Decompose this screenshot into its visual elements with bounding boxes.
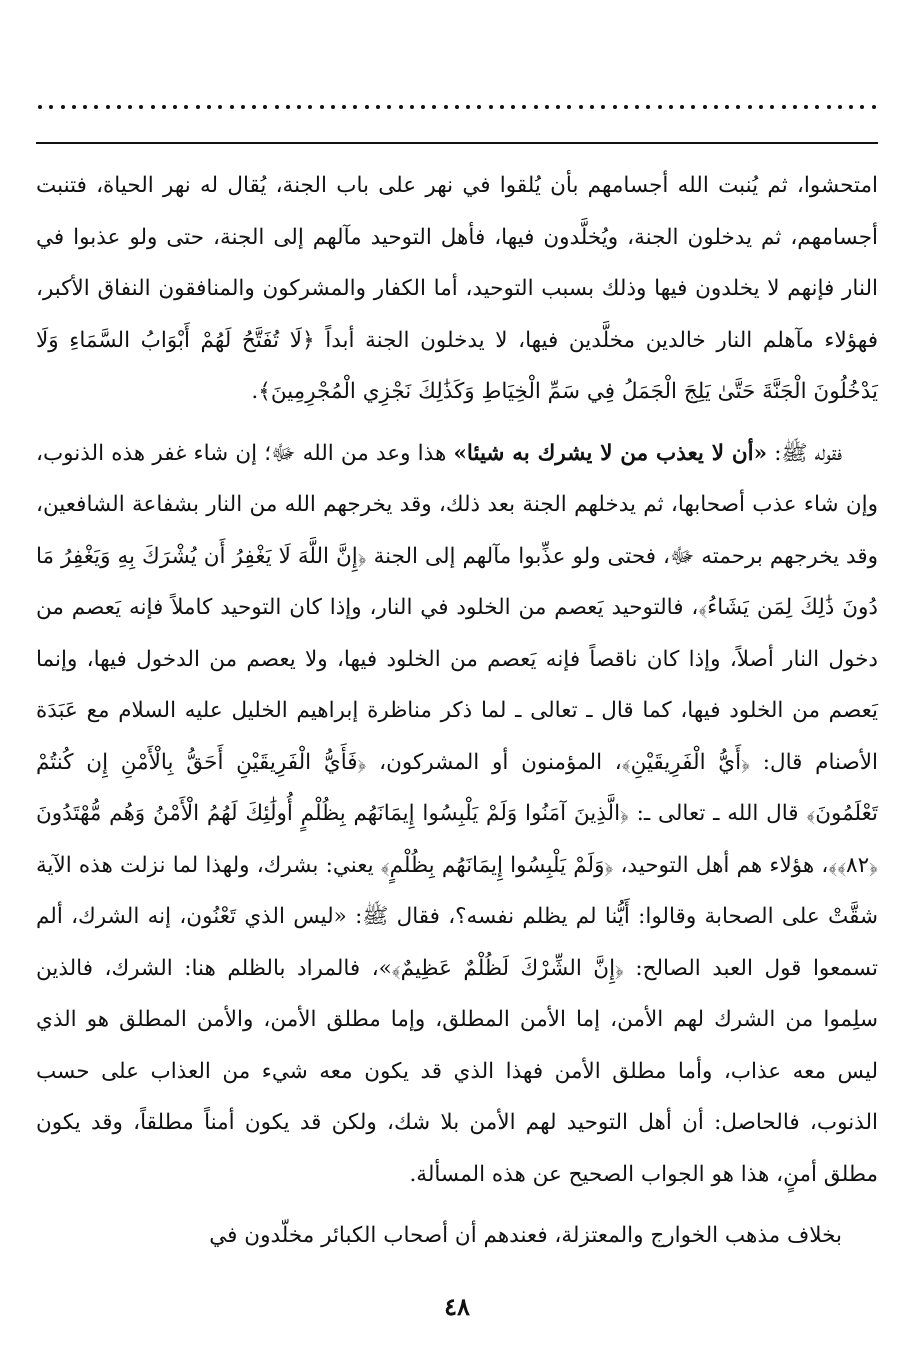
separator-dot	[196, 105, 200, 109]
separator-dot	[376, 105, 380, 109]
separator-dot	[500, 105, 504, 109]
paragraph-1: امتحشوا، ثم يُنبت الله أجسامهم بأن يُلقوا في نهر على باب الجنة، يُقال له نهر الحياة، فتنبت أجسامهم، ثم يدخلون الجنة، ويُخلَّدون فيها، فأهل التوحيد مآلهم إلى الجنة، حتى ولو عذبوا في النار فإنهم لا يخلدون فيها وذلك بسبب التوحيد، أما الكفار والمشركون والمنافقون النفاق الأكبر، فهؤلاء مآهلم النار خالدين مخلَّدين فيها، لا يدخلون الجنة أبداً ﴿لَا تُفَتَّحُ لَهُمْ أَبْوَابُ السَّمَاءِ وَلَا يَدْخُلُونَ الْجَنَّةَ حَتَّىٰ يَلِجَ الْجَمَلُ فِي سَمِّ الْخِيَاطِ وَكَذَٰلِكَ نَجْزِي الْمُجْرِمِينَ﴾.	[36, 173, 878, 404]
separator-dot	[658, 105, 662, 109]
separator-dot	[275, 105, 279, 109]
separator-dot	[646, 105, 650, 109]
separator-dot	[725, 105, 729, 109]
separator-dot	[353, 105, 357, 109]
separator-dot	[477, 105, 481, 109]
separator-dot	[218, 105, 222, 109]
separator-dot	[387, 105, 391, 109]
separator-dot	[545, 105, 549, 109]
separator-dot	[128, 105, 132, 109]
separator-dot	[410, 105, 414, 109]
separator-dot	[399, 105, 403, 109]
separator-dot	[252, 105, 256, 109]
separator-dot	[534, 105, 538, 109]
paragraph-3: بخلاف مذهب الخوارج والمعتزلة، فعندهم أن أصحاب الكبائر مخلّدون في	[209, 1223, 842, 1248]
separator-dot	[286, 105, 290, 109]
separator-dot	[624, 105, 628, 109]
separator-dot	[173, 105, 177, 109]
separator-dot	[320, 105, 324, 109]
separator-dot	[94, 105, 98, 109]
separator-dot	[714, 105, 718, 109]
dotted-separator	[38, 92, 876, 122]
separator-dot	[635, 105, 639, 109]
page-number: ٤٨	[444, 1292, 470, 1321]
separator-dot	[230, 105, 234, 109]
separator-dot	[782, 105, 786, 109]
separator-dot	[827, 105, 831, 109]
paragraph-2-intro: فقوله ﷺ:	[767, 440, 843, 466]
separator-dot	[61, 105, 65, 109]
separator-dot	[748, 105, 752, 109]
separator-dot	[669, 105, 673, 109]
separator-dot	[207, 105, 211, 109]
separator-dot	[297, 105, 301, 109]
separator-dot	[117, 105, 121, 109]
separator-dot	[49, 105, 53, 109]
separator-dot	[522, 105, 526, 109]
separator-dot	[860, 105, 864, 109]
separator-dot	[489, 105, 493, 109]
separator-dot	[151, 105, 155, 109]
separator-dot	[342, 105, 346, 109]
hadith-quote: «أن لا يعذب من لا يشرك به شيئا»	[453, 440, 768, 466]
separator-dot	[590, 105, 594, 109]
separator-dot	[613, 105, 617, 109]
separator-dot	[759, 105, 763, 109]
separator-dot	[455, 105, 459, 109]
separator-dot	[793, 105, 797, 109]
separator-dot	[139, 105, 143, 109]
separator-dot	[567, 105, 571, 109]
separator-dot	[38, 105, 42, 109]
separator-dot	[872, 105, 876, 109]
page-body	[36, 160, 878, 1262]
separator-dot	[184, 105, 188, 109]
separator-dot	[331, 105, 335, 109]
separator-dot	[849, 105, 853, 109]
separator-dot	[601, 105, 605, 109]
separator-dot	[263, 105, 267, 109]
separator-dot	[308, 105, 312, 109]
separator-dot	[241, 105, 245, 109]
separator-dot	[736, 105, 740, 109]
separator-dot	[432, 105, 436, 109]
separator-dot	[804, 105, 808, 109]
separator-dot	[838, 105, 842, 109]
separator-dot	[703, 105, 707, 109]
separator-dot	[72, 105, 76, 109]
separator-dot	[691, 105, 695, 109]
separator-dot	[106, 105, 110, 109]
separator-dot	[444, 105, 448, 109]
separator-dot	[365, 105, 369, 109]
separator-dot	[83, 105, 87, 109]
separator-dot	[421, 105, 425, 109]
separator-dot	[815, 105, 819, 109]
separator-dot	[466, 105, 470, 109]
paragraph-2	[36, 428, 878, 1201]
separator-dot	[162, 105, 166, 109]
horizontal-rule	[36, 142, 878, 144]
separator-dot	[770, 105, 774, 109]
separator-dot	[556, 105, 560, 109]
separator-dot	[511, 105, 515, 109]
paragraph-2-body: هذا وعد من الله ﷻ؛ إن شاء غفر هذه الذنوب، وإن شاء عذب أصحابها، ثم يدخلهم الجنة بعد ذلك، وقد يخرجهم الله من النار بشفاعة الشافعين، وقد يخرجهم برحمته ﷻ، فحتى ولو عذِّبوا مآلهم إلى الجنة ﴿إِنَّ اللَّهَ لَا يَغْفِرُ أَن يُشْرَكَ بِهِ وَيَغْفِرُ مَا دُونَ ذَٰلِكَ لِمَن يَشَاءُ﴾، فالتوحيد يَعصم من الخلود في النار، وإذا كان التوحيد كاملاً فإنه يَعصم من دخول النار أصلاً، وإذا كان ناقصاً فإنه يَعصم من الخلود فيها، ولا يعصم من الدخول فيها، وإنما يَعصم من الخلود فيها، كما قال ـ تعالى ـ لما ذكر مناظرة إبراهيم الخليل عليه السلام مع عَبَدَة الأصنام قال: ﴿أَيُّ الْفَرِيقَيْنِ﴾، المؤمنون أو المشركون، ﴿فَأَيُّ الْفَرِيقَيْنِ أَحَقُّ بِالْأَمْنِ إِن كُنتُمْ تَعْلَمُونَ﴾ قال الله ـ تعالى ـ: ﴿الَّذِينَ آمَنُوا وَلَمْ يَلْبِسُوا إِيمَانَهُم بِظُلْمٍ أُولَٰئِكَ لَهُمُ الْأَمْنُ وَهُم مُّهْتَدُونَ ﴿٨٢﴾﴾، هؤلاء هم أهل التوحيد، ﴿وَلَمْ يَلْبِسُوا إِيمَانَهُم بِظُلْمٍ﴾ يعني: بشرك، ولهذا لما نزلت هذه الآية شقَّتْ على الصحابة وقالوا: أَيُّنا لم يظلم نفسه؟، فقال ﷺ: «ليس الذي تَعْنُون، إنه الشرك، ألم تسمعوا قول العبد الصالح: ﴿إِنَّ الشِّرْكَ لَظُلْمٌ عَظِيمٌ﴾»، فالمراد بالظلم هنا: الشرك، فالذين سلِموا من الشرك لهم الأمن، إما الأمن المطلق، وإما مطلق الأمن، والأمن المطلق هو الذي ليس معه عذاب، وأما مطلق الأمن فهذا الذي قد يكون معه شيء من العذاب على حسب الذنوب، فالحاصل: أن أهل التوحيد لهم الأمن بلا شك، ولكن قد يكون أمناً مطلقاً، وقد يكون مطلق أمنٍ، هذا هو الجواب الصحيح عن هذه المسألة.	[36, 440, 878, 1187]
separator-dot	[579, 105, 583, 109]
separator-dot	[680, 105, 684, 109]
